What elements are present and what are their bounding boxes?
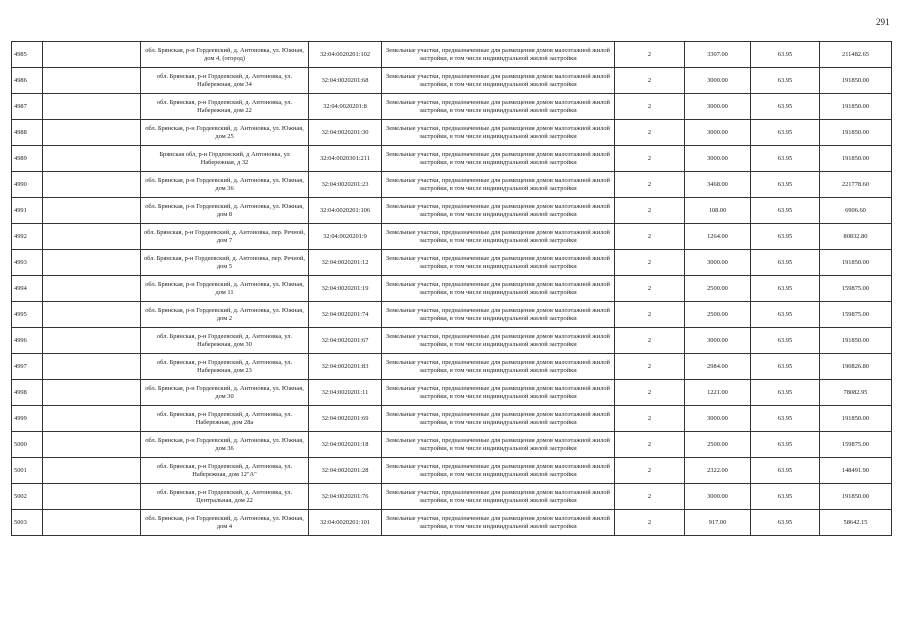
address-cell: обл. Брянская, р-н Гордеевский, д. Антоновка, ул. Центральная, дом 22 — [141, 484, 309, 510]
address-cell: обл. Брянская, р-н Гордеевский, д. Антоновка, ул. Южная, дом 2 — [141, 302, 309, 328]
land-use-cell: Земельные участки, предназначенные для размещения домов малоэтажной жилой застройки, в том числе индивидуальной жилой застройки — [382, 68, 615, 94]
empty-cell — [43, 484, 141, 510]
land-use-cell: Земельные участки, предназначенные для размещения домов малоэтажной жилой застройки, в том числе индивидуальной жилой застройки — [382, 146, 615, 172]
table-row — [12, 302, 892, 328]
cadastral-number-cell: 32:04:0020201:83 — [309, 354, 382, 380]
row-number: 4991 — [12, 198, 43, 224]
page-number: 291 — [876, 17, 890, 27]
category-cell: 2 — [615, 380, 685, 406]
table-row — [12, 120, 892, 146]
empty-cell — [43, 510, 141, 536]
area-cell: 2322.00 — [685, 458, 751, 484]
table-row — [12, 198, 892, 224]
rate-cell: 63.95 — [751, 224, 820, 250]
table-row — [12, 380, 892, 406]
cadastral-number-cell: 32:04:0020201:8 — [309, 94, 382, 120]
land-registry-table — [11, 41, 892, 536]
category-cell: 2 — [615, 120, 685, 146]
cadastral-value-cell: 191850.00 — [820, 484, 892, 510]
area-cell: 917.00 — [685, 510, 751, 536]
area-cell: 3000.00 — [685, 328, 751, 354]
area-cell: 3000.00 — [685, 120, 751, 146]
address-cell: обл. Брянская, р-н Гордеевский, д. Антоновка, ул. Южная, дом 4 — [141, 510, 309, 536]
table-row — [12, 328, 892, 354]
rate-cell: 63.95 — [751, 432, 820, 458]
cadastral-value-cell: 159875.00 — [820, 432, 892, 458]
land-use-cell: Земельные участки, предназначенные для размещения домов малоэтажной жилой застройки, в том числе индивидуальной жилой застройки — [382, 302, 615, 328]
category-cell: 2 — [615, 250, 685, 276]
cadastral-value-cell: 221778.60 — [820, 172, 892, 198]
category-cell: 2 — [615, 42, 685, 68]
empty-cell — [43, 276, 141, 302]
cadastral-value-cell: 191850.00 — [820, 68, 892, 94]
row-number: 5001 — [12, 458, 43, 484]
rate-cell: 63.95 — [751, 172, 820, 198]
empty-cell — [43, 172, 141, 198]
row-number: 4998 — [12, 380, 43, 406]
table-row — [12, 172, 892, 198]
row-number: 4989 — [12, 146, 43, 172]
table-row — [12, 458, 892, 484]
table-row — [12, 432, 892, 458]
category-cell: 2 — [615, 328, 685, 354]
category-cell: 2 — [615, 198, 685, 224]
rate-cell: 63.95 — [751, 120, 820, 146]
cadastral-number-cell: 32:04:0020201:19 — [309, 276, 382, 302]
area-cell: 3000.00 — [685, 68, 751, 94]
cadastral-number-cell: 32:04:0020201:74 — [309, 302, 382, 328]
cadastral-number-cell: 32:04:0020201:68 — [309, 68, 382, 94]
land-use-cell: Земельные участки, предназначенные для размещения домов малоэтажной жилой застройки, в том числе индивидуальной жилой застройки — [382, 458, 615, 484]
area-cell: 108.00 — [685, 198, 751, 224]
cadastral-value-cell: 58642.15 — [820, 510, 892, 536]
cadastral-value-cell: 6906.60 — [820, 198, 892, 224]
cadastral-value-cell: 191850.00 — [820, 120, 892, 146]
land-use-cell: Земельные участки, предназначенные для размещения домов малоэтажной жилой застройки, в том числе индивидуальной жилой застройки — [382, 380, 615, 406]
area-cell: 3000.00 — [685, 484, 751, 510]
row-number: 5002 — [12, 484, 43, 510]
land-use-cell: Земельные участки, предназначенные для размещения домов малоэтажной жилой застройки, в том числе индивидуальной жилой застройки — [382, 42, 615, 68]
rate-cell: 63.95 — [751, 94, 820, 120]
row-number: 4992 — [12, 224, 43, 250]
rate-cell: 63.95 — [751, 68, 820, 94]
cadastral-value-cell: 148491.90 — [820, 458, 892, 484]
row-number: 4985 — [12, 42, 43, 68]
area-cell: 1264.00 — [685, 224, 751, 250]
table-row — [12, 224, 892, 250]
land-use-cell: Земельные участки, предназначенные для размещения домов малоэтажной жилой застройки, в том числе индивидуальной жилой застройки — [382, 198, 615, 224]
table-row — [12, 510, 892, 536]
empty-cell — [43, 432, 141, 458]
address-cell: обл. Брянская, р-н Гордеевский, д. Антоновка, пер. Речной, дом 5 — [141, 250, 309, 276]
category-cell: 2 — [615, 432, 685, 458]
land-use-cell: Земельные участки, предназначенные для размещения домов малоэтажной жилой застройки, в том числе индивидуальной жилой застройки — [382, 510, 615, 536]
row-number: 4988 — [12, 120, 43, 146]
cadastral-value-cell: 191850.00 — [820, 406, 892, 432]
category-cell: 2 — [615, 172, 685, 198]
address-cell: обл. Брянская, р-н Гордеевский, д. Антоновка, ул. Набережная, дом 12"А" — [141, 458, 309, 484]
row-number: 4986 — [12, 68, 43, 94]
address-cell: обл. Брянская, р-н Гордеевский, д. Антоновка, ул. Южная, дом 30 — [141, 380, 309, 406]
rate-cell: 63.95 — [751, 354, 820, 380]
cadastral-number-cell: 32:04:0020201:23 — [309, 172, 382, 198]
land-use-cell: Земельные участки, предназначенные для размещения домов малоэтажной жилой застройки, в том числе индивидуальной жилой застройки — [382, 328, 615, 354]
address-cell: обл. Брянская, р-н Гордеевский, д. Антоновка, ул. Южная, дом 36 — [141, 432, 309, 458]
empty-cell — [43, 406, 141, 432]
empty-cell — [43, 68, 141, 94]
rate-cell: 63.95 — [751, 484, 820, 510]
cadastral-value-cell: 191850.00 — [820, 94, 892, 120]
address-cell: обл. Брянская, р-н Гордеевский, д. Антоновка, ул. Набережная, дом 28а — [141, 406, 309, 432]
land-use-cell: Земельные участки, предназначенные для размещения домов малоэтажной жилой застройки, в том числе индивидуальной жилой застройки — [382, 250, 615, 276]
category-cell: 2 — [615, 510, 685, 536]
cadastral-number-cell: 32:04:0020201:12 — [309, 250, 382, 276]
cadastral-value-cell: 211482.65 — [820, 42, 892, 68]
area-cell: 2500.00 — [685, 276, 751, 302]
cadastral-value-cell: 191850.00 — [820, 146, 892, 172]
row-number: 4993 — [12, 250, 43, 276]
cadastral-number-cell: 32:04:0020201:101 — [309, 510, 382, 536]
row-number: 4997 — [12, 354, 43, 380]
category-cell: 2 — [615, 94, 685, 120]
table-row — [12, 406, 892, 432]
row-number: 4995 — [12, 302, 43, 328]
table-row — [12, 42, 892, 68]
address-cell: обл. Брянская, р-н Гордеевский, д. Антоновка, ул. Южная, дом 11 — [141, 276, 309, 302]
empty-cell — [43, 354, 141, 380]
land-use-cell: Земельные участки, предназначенные для размещения домов малоэтажной жилой застройки, в том числе индивидуальной жилой застройки — [382, 354, 615, 380]
cadastral-number-cell: 32:04:0020201:69 — [309, 406, 382, 432]
area-cell: 3000.00 — [685, 406, 751, 432]
table-row — [12, 484, 892, 510]
cadastral-value-cell: 191850.00 — [820, 328, 892, 354]
address-cell: обл. Брянская, р-н Гордеевский, д. Антоновка, ул. Южная, дом 4, (огород) — [141, 42, 309, 68]
rate-cell: 63.95 — [751, 328, 820, 354]
cadastral-number-cell: 32:04:0020201:102 — [309, 42, 382, 68]
cadastral-number-cell: 32:04:0020301:211 — [309, 146, 382, 172]
category-cell: 2 — [615, 224, 685, 250]
rate-cell: 63.95 — [751, 458, 820, 484]
category-cell: 2 — [615, 146, 685, 172]
cadastral-value-cell: 159875.00 — [820, 276, 892, 302]
cadastral-number-cell: 32:04:0020201:30 — [309, 120, 382, 146]
rate-cell: 63.95 — [751, 302, 820, 328]
cadastral-number-cell: 32:04:0020201:67 — [309, 328, 382, 354]
address-cell: обл. Брянская, р-н Гордеевский, д. Антоновка, ул. Набережная, дом 30 — [141, 328, 309, 354]
rate-cell: 63.95 — [751, 380, 820, 406]
empty-cell — [43, 120, 141, 146]
area-cell: 3000.00 — [685, 146, 751, 172]
cadastral-number-cell: 32:04:0020201:18 — [309, 432, 382, 458]
row-number: 4999 — [12, 406, 43, 432]
address-cell: обл. Брянская, р-н Гордеевский, д. Антоновка, ул. Набережная, дом 23 — [141, 354, 309, 380]
category-cell: 2 — [615, 354, 685, 380]
land-use-cell: Земельные участки, предназначенные для размещения домов малоэтажной жилой застройки, в том числе индивидуальной жилой застройки — [382, 94, 615, 120]
category-cell: 2 — [615, 458, 685, 484]
address-cell: обл. Брянская, р-н Гордеевский, д. Антоновка, ул. Южная, дом 8 — [141, 198, 309, 224]
category-cell: 2 — [615, 406, 685, 432]
rate-cell: 63.95 — [751, 510, 820, 536]
area-cell: 3468.00 — [685, 172, 751, 198]
area-cell: 3000.00 — [685, 250, 751, 276]
land-use-cell: Земельные участки, предназначенные для размещения домов малоэтажной жилой застройки, в том числе индивидуальной жилой застройки — [382, 172, 615, 198]
land-use-cell: Земельные участки, предназначенные для размещения домов малоэтажной жилой застройки, в том числе индивидуальной жилой застройки — [382, 432, 615, 458]
table-row — [12, 68, 892, 94]
area-cell: 1221.00 — [685, 380, 751, 406]
cadastral-value-cell: 159875.00 — [820, 302, 892, 328]
table-row — [12, 94, 892, 120]
empty-cell — [43, 146, 141, 172]
category-cell: 2 — [615, 484, 685, 510]
area-cell: 3307.00 — [685, 42, 751, 68]
area-cell: 3000.00 — [685, 94, 751, 120]
rate-cell: 63.95 — [751, 42, 820, 68]
address-cell: обл. Брянская, р-н Гордеевский, д. Антоновка, ул. Южная, дом 36 — [141, 172, 309, 198]
cadastral-number-cell: 32:04:0020201:76 — [309, 484, 382, 510]
land-use-cell: Земельные участки, предназначенные для размещения домов малоэтажной жилой застройки, в том числе индивидуальной жилой застройки — [382, 406, 615, 432]
row-number: 4987 — [12, 94, 43, 120]
area-cell: 2984.00 — [685, 354, 751, 380]
address-cell: Брянская обл, р-н Гордеевский, д Антоновка, ул Набережная, д 32 — [141, 146, 309, 172]
cadastral-value-cell: 80832.80 — [820, 224, 892, 250]
row-number: 4990 — [12, 172, 43, 198]
table-row — [12, 146, 892, 172]
rate-cell: 63.95 — [751, 250, 820, 276]
row-number: 4994 — [12, 276, 43, 302]
empty-cell — [43, 302, 141, 328]
cadastral-value-cell: 190826.80 — [820, 354, 892, 380]
table-row — [12, 276, 892, 302]
category-cell: 2 — [615, 302, 685, 328]
address-cell: обл. Брянская, р-н Гордеевский, д. Антоновка, пер. Речной, дом 7 — [141, 224, 309, 250]
address-cell: обл. Брянская, р-н Гордеевский, д. Антоновка, ул. Набережная, дом 34 — [141, 68, 309, 94]
land-use-cell: Земельные участки, предназначенные для размещения домов малоэтажной жилой застройки, в том числе индивидуальной жилой застройки — [382, 484, 615, 510]
table-row — [12, 250, 892, 276]
cadastral-number-cell: 32:04:0020201:106 — [309, 198, 382, 224]
empty-cell — [43, 94, 141, 120]
category-cell: 2 — [615, 68, 685, 94]
cadastral-number-cell: 32:04:0020201:28 — [309, 458, 382, 484]
rate-cell: 63.95 — [751, 198, 820, 224]
land-use-cell: Земельные участки, предназначенные для размещения домов малоэтажной жилой застройки, в том числе индивидуальной жилой застройки — [382, 120, 615, 146]
address-cell: обл. Брянская, р-н Гордеевский, д. Антоновка, ул. Набережная, дом 22 — [141, 94, 309, 120]
row-number: 5000 — [12, 432, 43, 458]
empty-cell — [43, 42, 141, 68]
empty-cell — [43, 224, 141, 250]
cadastral-value-cell: 78082.95 — [820, 380, 892, 406]
empty-cell — [43, 328, 141, 354]
registry-body — [12, 42, 892, 536]
rate-cell: 63.95 — [751, 406, 820, 432]
address-cell: обл. Брянская, р-н Гордеевский, д. Антоновка, ул. Южная, дом 25 — [141, 120, 309, 146]
cadastral-number-cell: 32:04:0020201:11 — [309, 380, 382, 406]
cadastral-number-cell: 32:04:0020201:9 — [309, 224, 382, 250]
category-cell: 2 — [615, 276, 685, 302]
row-number: 5003 — [12, 510, 43, 536]
empty-cell — [43, 250, 141, 276]
rate-cell: 63.95 — [751, 146, 820, 172]
area-cell: 2500.00 — [685, 432, 751, 458]
rate-cell: 63.95 — [751, 276, 820, 302]
cadastral-value-cell: 191850.00 — [820, 250, 892, 276]
land-use-cell: Земельные участки, предназначенные для размещения домов малоэтажной жилой застройки, в том числе индивидуальной жилой застройки — [382, 276, 615, 302]
empty-cell — [43, 198, 141, 224]
row-number: 4996 — [12, 328, 43, 354]
table-row — [12, 354, 892, 380]
land-use-cell: Земельные участки, предназначенные для размещения домов малоэтажной жилой застройки, в том числе индивидуальной жилой застройки — [382, 224, 615, 250]
area-cell: 2500.00 — [685, 302, 751, 328]
empty-cell — [43, 380, 141, 406]
empty-cell — [43, 458, 141, 484]
